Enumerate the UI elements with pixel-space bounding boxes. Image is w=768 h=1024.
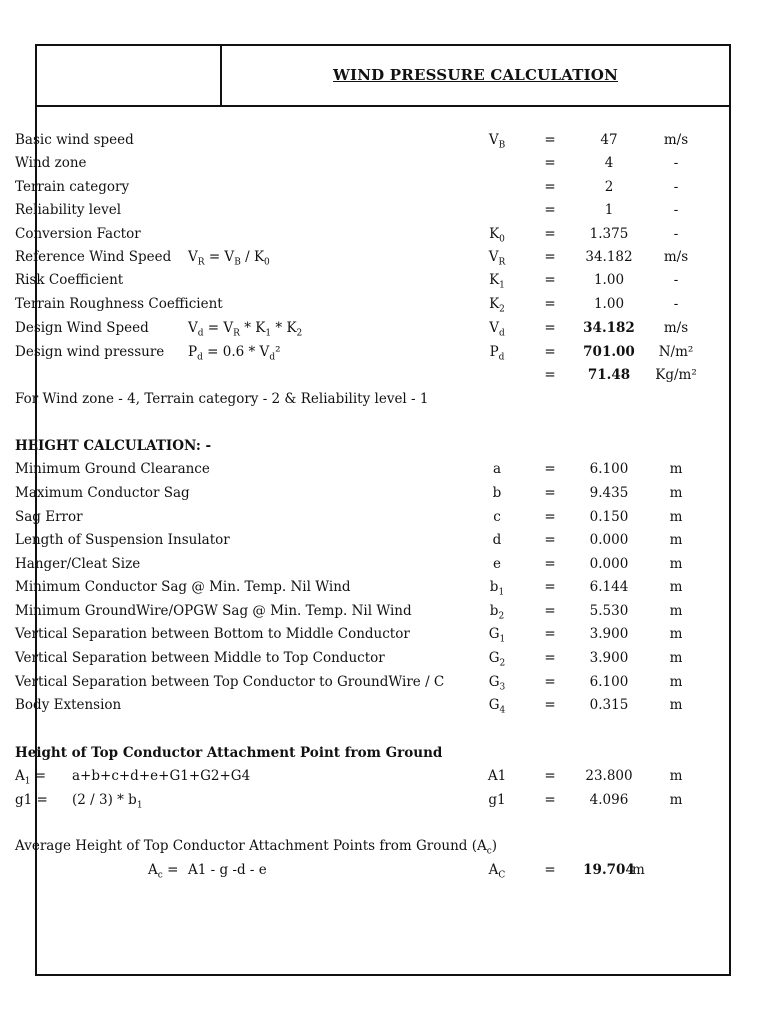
row-min-conductor-sag [15,579,695,601]
row-symbol: $G_3$ [481,674,513,693]
row-label: Length of Suspension Insulator [15,532,230,548]
row-unit: - [673,179,679,195]
row-equals: = [544,485,556,501]
page-title: WIND PRESSURE CALCULATION [333,66,618,84]
row-symbol: $V_d$ [489,320,505,339]
row-unit: m [669,532,683,548]
row-equals: = [544,792,556,808]
row-conversion-factor [15,226,695,248]
row-value: 0.000 [589,532,629,548]
row-symbol: e [493,556,501,572]
row-symbol: c [493,509,501,525]
ac-formula: A1 - g -d - e [188,862,267,878]
row-unit: m [669,461,683,477]
row-wind-zone [15,155,695,177]
row-formula: $P_d = 0.6 * V_d^2$ [188,344,281,363]
row-value: 0.150 [589,509,629,525]
row-min-groundwire-sag [15,603,695,625]
row-label: Minimum GroundWire/OPGW Sag @ Min. Temp. Nil Wind [15,603,412,619]
row-unit: - [673,155,679,171]
row-max-conductor-sag [15,485,695,507]
row-value: 4.096 [589,792,629,808]
row-hanger-cleat-size [15,556,695,578]
row-value: 1 [604,202,614,218]
row-symbol: d [492,532,502,548]
row-label: Body Extension [15,697,122,713]
row-unit: m [669,556,683,572]
row-symbol: $K_0$ [489,226,505,245]
row-label: Sag Error [15,509,83,525]
row-equals: = [544,556,556,572]
row-basic-wind-speed [15,132,695,154]
row-terrain-category [15,179,695,201]
row-formula: $V_R = V_B / K_0$ [188,249,270,268]
row-equals: = [544,674,556,690]
row-unit: m [669,626,683,642]
row-unit: m [669,650,683,666]
row-symbol: $b_2$ [489,603,505,622]
attach-heading: Height of Top Conductor Attachment Point from Ground [15,745,443,761]
wind-note: For Wind zone - 4, Terrain category - 2 & Reliability level - 1 [15,391,429,407]
row-label: Minimum Ground Clearance [15,461,210,477]
ac-lhs: $A_c$ = [148,862,179,881]
row-equals: = [544,132,556,148]
row-terrain-roughness [15,296,695,318]
row-vsep-bottom-middle [15,626,695,648]
row-equals: = [544,509,556,525]
row-symbol: $b_1$ [489,579,505,598]
row-unit: m [669,579,683,595]
row-value: 5.530 [589,603,629,619]
row-value: 34.182 [585,249,633,265]
row-value: 0.000 [589,556,629,572]
row-value: 4 [604,155,614,171]
row-value: 701.00 [583,344,635,360]
row-vsep-middle-top [15,650,695,672]
row-label: Minimum Conductor Sag @ Min. Temp. Nil Wind [15,579,351,595]
average-height-text: Average Height of Top Conductor Attachment Points from Ground $(A_c)$ [15,838,498,857]
row-value: 6.100 [589,674,629,690]
row-equals: = [544,320,556,336]
row-equals: = [544,697,556,713]
row-equals: = [544,626,556,642]
row-equals: = [544,179,556,195]
header-blank-cell [37,46,222,105]
row-label: $A_1$ = [15,768,47,787]
row-equals: = [544,650,556,666]
row-equals: = [544,862,556,878]
row-unit: m [669,485,683,501]
row-ac [15,862,695,884]
row-symbol: $G_4$ [488,697,506,716]
row-equals: = [544,579,556,595]
row-label: Conversion Factor [15,226,141,242]
row-min-ground-clearance [15,461,695,483]
header-row [37,46,729,107]
row-equals: = [544,461,556,477]
row-symbol: b [492,485,502,501]
row-equals: = [544,202,556,218]
row-label: Design wind pressure [15,344,165,360]
row-value: 1.00 [593,296,625,312]
ac-unit: m [632,862,645,878]
row-label: Basic wind speed [15,132,134,148]
row-symbol: $V_B$ [488,132,506,151]
row-unit: - [673,272,679,288]
row-label: Risk Coefficient [15,272,124,288]
row-label: Terrain category [15,179,130,195]
row-unit: m [669,603,683,619]
row-equals: = [544,249,556,265]
ac-value: 19.704 [583,862,635,878]
row-symbol: $K_2$ [489,296,505,315]
row-symbol: $K_1$ [489,272,505,291]
row-label: Vertical Separation between Top Conductor to GroundWire / C [15,674,445,690]
row-unit: m/s [663,320,689,336]
row-value: 71.48 [587,367,631,383]
row-value: 6.100 [589,461,629,477]
row-symbol: $G_1$ [488,626,506,645]
row-symbol: g1 [488,792,506,808]
row-reference-wind-speed [15,249,695,271]
row-value: 1.375 [589,226,629,242]
row-design-wind-speed [15,320,695,342]
row-g1 [15,792,695,814]
row-unit: Kg/m² [655,367,697,383]
row-body-extension [15,697,695,719]
row-unit: m [669,792,683,808]
row-value: 47 [600,132,618,148]
row-equals: = [544,532,556,548]
row-label: Design Wind Speed [15,320,149,336]
row-unit: m/s [663,249,689,265]
row-label: Vertical Separation between Bottom to Middle Conductor [15,626,410,642]
row-unit: m [669,768,683,784]
row-value: 9.435 [589,485,629,501]
row-label: g1 = [15,792,48,808]
row-unit: N/m² [658,344,694,360]
row-value: 34.182 [583,320,635,336]
row-equals: = [544,603,556,619]
height-heading: HEIGHT CALCULATION: - [15,438,212,454]
row-symbol: A1 [487,768,507,784]
row-formula: a+b+c+d+e+G1+G2+G4 [72,768,251,784]
row-label: Reliability level [15,202,122,218]
row-symbol: $G_2$ [488,650,506,669]
row-insulator-length [15,532,695,554]
row-design-wind-pressure [15,344,695,366]
row-value: 6.144 [589,579,629,595]
row-design-wind-pressure-kg [15,367,695,389]
row-unit: m [669,509,683,525]
row-unit: m/s [663,132,689,148]
row-symbol: $V_R$ [488,249,506,268]
row-reliability-level [15,202,695,224]
row-equals: = [544,296,556,312]
row-unit: m [669,697,683,713]
row-vsep-top-groundwire [15,674,695,696]
row-formula: $(2 / 3) * b_1$ [72,792,143,811]
row-equals: = [544,272,556,288]
row-unit: m [669,674,683,690]
row-unit: - [673,202,679,218]
row-equals: = [544,344,556,360]
row-value: 23.800 [585,768,633,784]
row-value: 3.900 [589,626,629,642]
row-sag-error [15,509,695,531]
row-label: Terrain Roughness Coefficient [15,296,223,312]
row-label: Reference Wind Speed [15,249,172,265]
row-value: 1.00 [593,272,625,288]
row-equals: = [544,367,556,383]
row-equals: = [544,768,556,784]
row-label: Maximum Conductor Sag [15,485,190,501]
row-value: 0.315 [589,697,629,713]
row-equals: = [544,155,556,171]
row-value: 2 [604,179,614,195]
row-label: Wind zone [15,155,87,171]
row-value: 3.900 [589,650,629,666]
row-symbol: $P_d$ [489,344,505,363]
row-formula: $V_d = V_R * K_1 * K_2$ [188,320,303,339]
row-label: Hanger/Cleat Size [15,556,141,572]
row-a1 [15,768,695,790]
row-label: Vertical Separation between Middle to Top Conductor [15,650,385,666]
row-equals: = [544,226,556,242]
row-symbol: a [492,461,502,477]
row-risk-coefficient [15,272,695,294]
row-unit: - [673,226,679,242]
row-unit: - [673,296,679,312]
row-symbol: $A_C$ [488,862,506,881]
